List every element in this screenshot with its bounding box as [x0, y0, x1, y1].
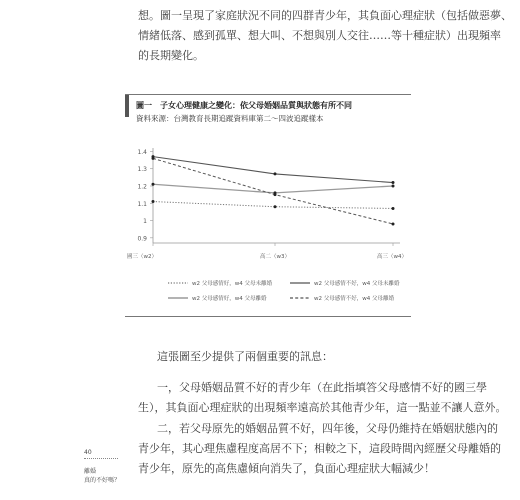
- paragraph-top: [138, 6, 512, 66]
- series-line-2: [153, 157, 393, 183]
- data-point: [392, 181, 395, 184]
- legend-swatch: [290, 296, 310, 300]
- y-tick-label: 1.3: [137, 166, 147, 174]
- data-point: [152, 157, 155, 160]
- series-line-3: [153, 184, 393, 193]
- figure-top-rule: [125, 94, 411, 95]
- text-line: 這張圖至少提供了兩個重要的訊息：: [157, 350, 333, 363]
- paragraph-point-two: [138, 419, 501, 479]
- legend-swatch: [168, 281, 188, 285]
- book-title-line: 真的不好嗎？: [84, 477, 121, 484]
- data-point: [274, 205, 277, 208]
- data-point: [152, 200, 155, 203]
- legend-item: [290, 279, 400, 287]
- text-line: 情緒低落、感到孤單、想大叫、不想與別人交往……等十種症狀）出現頻率: [138, 29, 501, 42]
- x-tick-label: 高三（w4）: [377, 254, 407, 260]
- legend-item: [168, 279, 272, 287]
- legend-item: [168, 294, 267, 302]
- footer-book-title: [84, 467, 120, 485]
- footer-dotted-rule: [84, 458, 118, 459]
- data-point: [274, 193, 277, 196]
- paragraph-intro: [157, 347, 333, 367]
- data-point: [274, 172, 277, 175]
- series-line-4: [153, 158, 393, 224]
- text-line: 青少年，其心理焦慮程度高居不下；相較之下，這段時間內經歷父母離婚的: [138, 442, 501, 455]
- book-title-line: 離婚: [84, 468, 97, 475]
- text-line: 想。圖一呈現了家庭狀況不同的四群青少年，其負面心理症狀（包括做惡夢、: [138, 9, 512, 22]
- y-tick-label: 0.9: [137, 235, 147, 243]
- series-line-1: [153, 202, 393, 209]
- figure-accent-bar: [125, 95, 129, 117]
- y-tick-label: 1.1: [137, 200, 147, 208]
- x-tick-label: 高二（w3）: [260, 254, 290, 260]
- text-line: 二，若父母原先的婚姻品質不好，四年後，父母仍維持在婚姻狀態內的: [157, 422, 498, 435]
- legend-item: [290, 294, 394, 302]
- legend-swatch: [168, 296, 188, 300]
- y-tick-label: 1.2: [137, 183, 147, 191]
- figure-bottom-rule: [125, 316, 411, 317]
- data-point: [392, 185, 395, 188]
- y-tick-label: 1: [143, 218, 147, 226]
- text-line: 的長期變化。: [138, 49, 204, 62]
- text-line: 青少年，原先的高焦慮傾向消失了，負面心理症狀大幅減少！: [138, 462, 435, 475]
- data-point: [392, 223, 395, 226]
- text-line: 一，父母婚姻品質不好的青少年（在此指填答父母感情不好的國三學: [157, 381, 487, 394]
- legend-label: w2 父母感情好，w4 父母離婚: [192, 296, 267, 302]
- figure-title: 圖一 子女心理健康之變化：依父母婚姻品質與狀態有所不同: [136, 101, 352, 110]
- text-line: 生），其負面心理症狀的出現頻率遠高於其他青少年，這一點並不讓人意外。: [138, 401, 507, 414]
- y-tick-label: 1.4: [137, 148, 147, 156]
- page-number: 40: [84, 449, 92, 456]
- data-point: [152, 183, 155, 186]
- x-tick-label: 國三（w2）: [127, 254, 157, 260]
- line-chart: [125, 140, 415, 270]
- data-point: [392, 207, 395, 210]
- figure-source: 資料來源：台灣教育長期追蹤資料庫第二～四波追蹤樣本: [136, 114, 324, 123]
- paragraph-point-one: [138, 378, 507, 418]
- legend-label: w2 父母感情好，w4 父母未離婚: [192, 281, 272, 287]
- legend-swatch: [290, 281, 310, 285]
- legend-label: w2 父母感情不好，w4 父母離婚: [314, 296, 394, 302]
- legend-label: w2 父母感情不好，w4 父母未離婚: [314, 281, 400, 287]
